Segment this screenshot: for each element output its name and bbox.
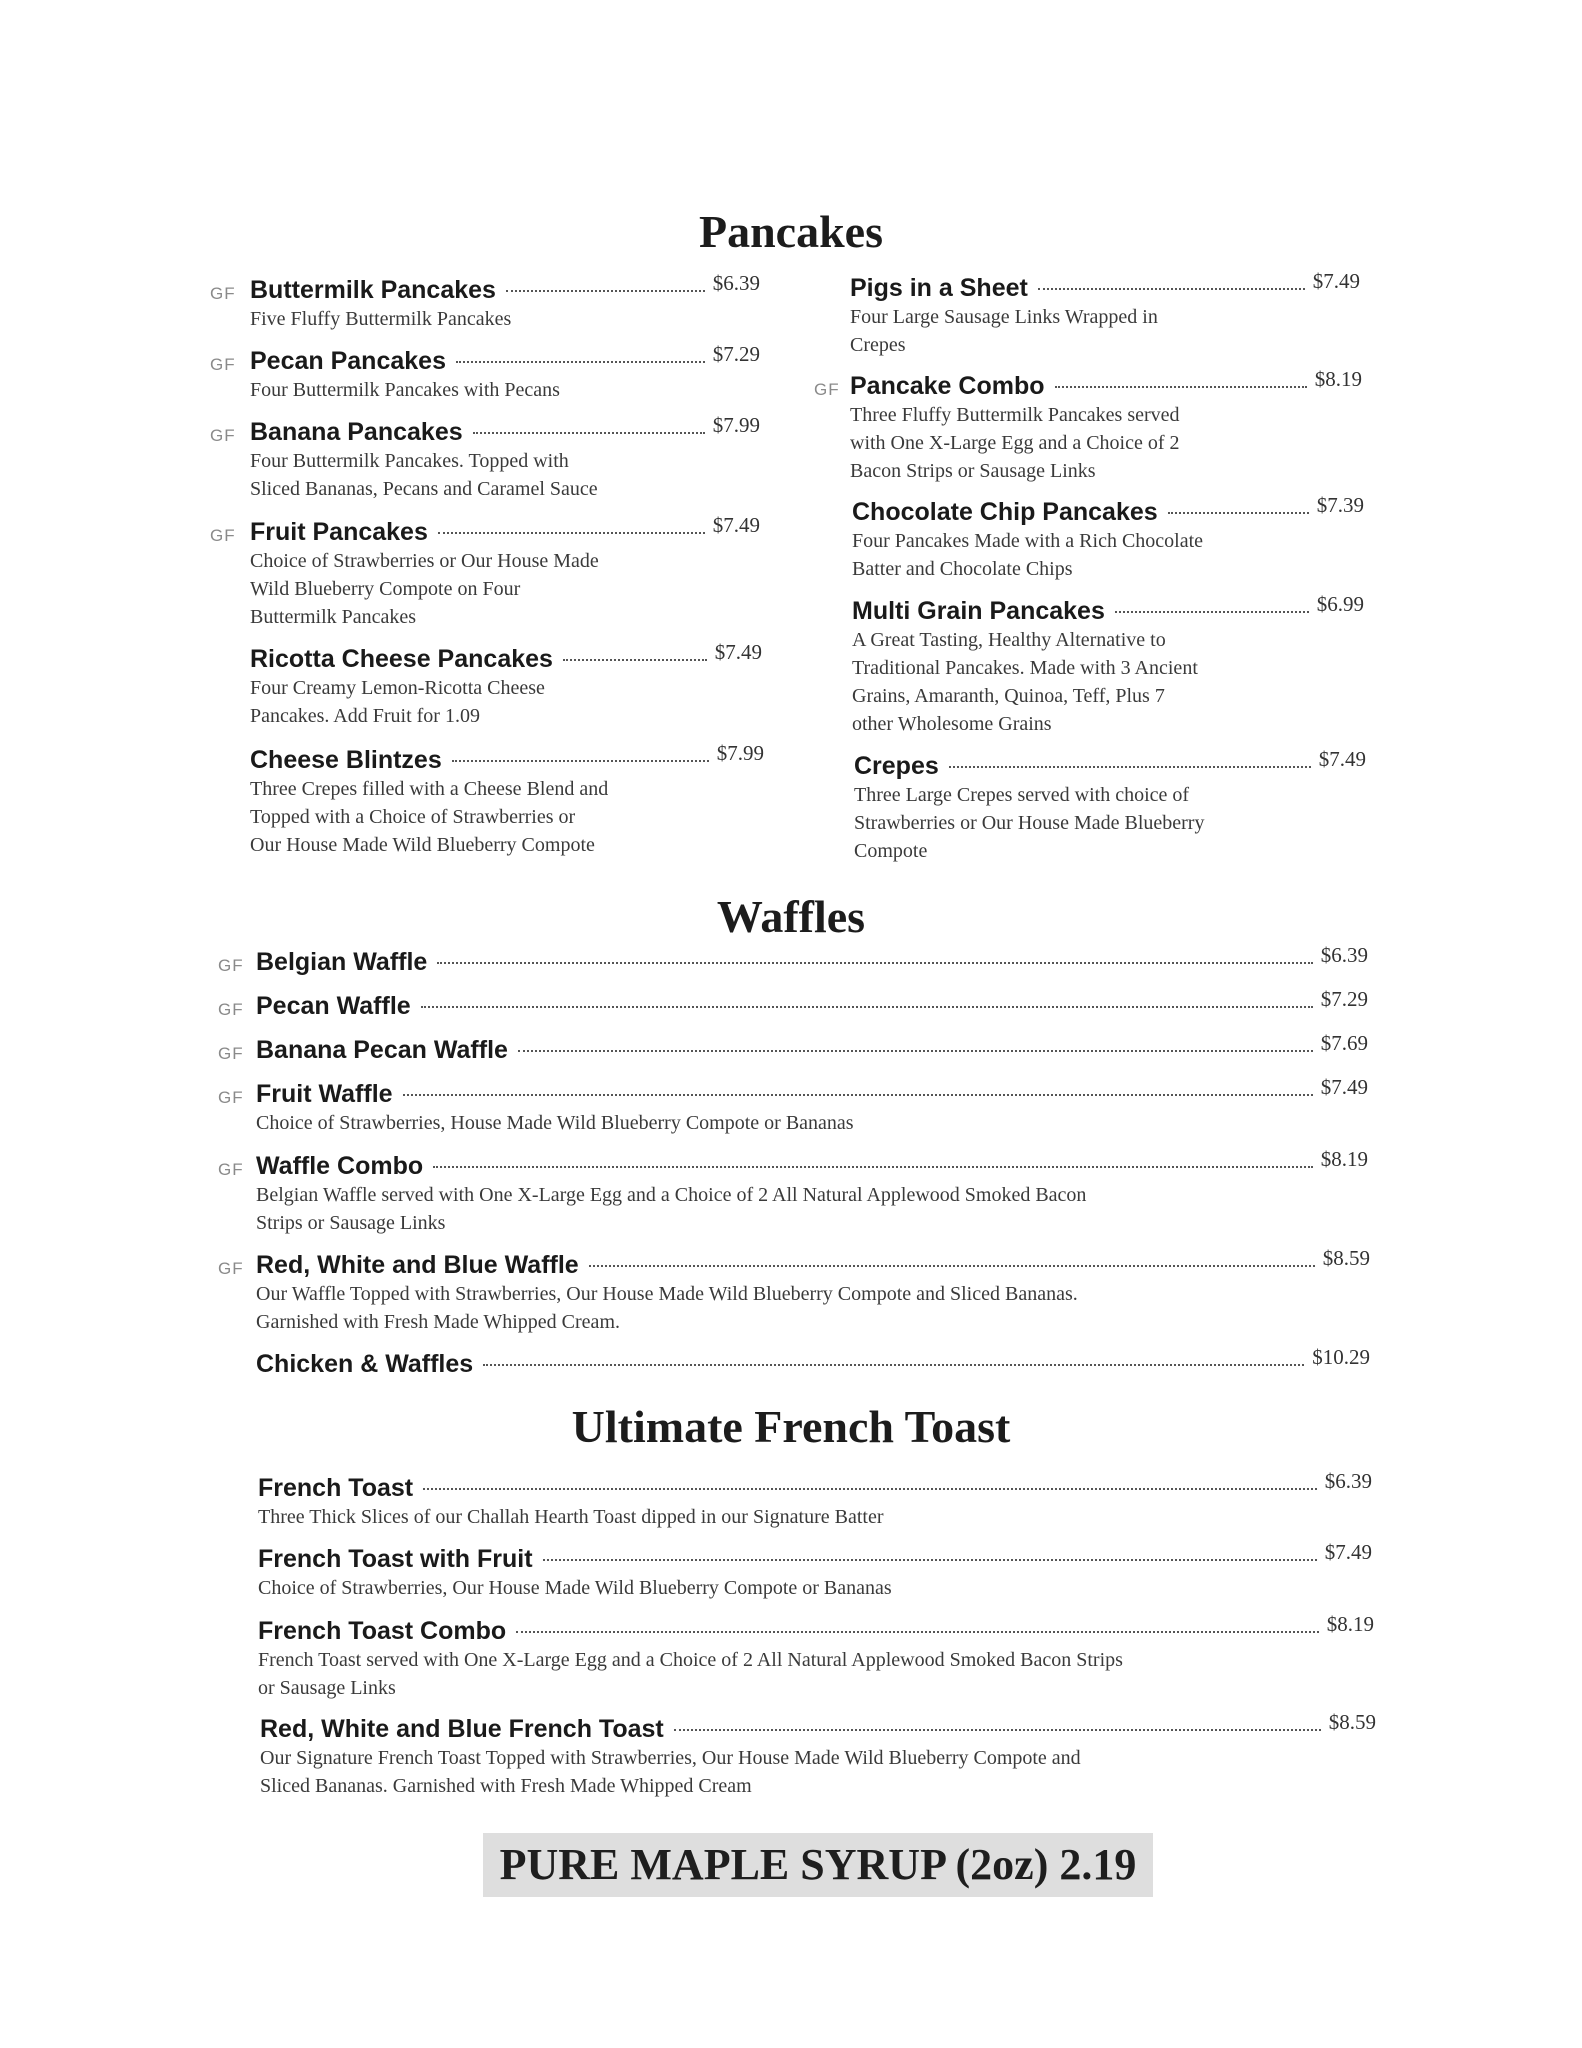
menu-item <box>854 747 1366 865</box>
dot-leader <box>563 659 707 661</box>
gluten-free-badge: GF <box>814 380 840 399</box>
item-name: Multi Grain Pancakes <box>852 597 1105 625</box>
item-desc-line: or Sausage Links <box>258 1677 396 1699</box>
menu-item <box>852 493 1364 583</box>
gluten-free-badge: GF <box>210 284 236 303</box>
item-price: $7.49 <box>1312 269 1360 293</box>
item-desc-line: Choice of Strawberries or Our House Made <box>250 550 599 572</box>
item-desc-line: Garnished with Fresh Made Whipped Cream. <box>256 1311 620 1333</box>
item-desc-line: Choice of Strawberries, House Made Wild Blueberry Compote or Bananas <box>256 1112 854 1134</box>
item-desc-line: Five Fluffy Buttermilk Pancakes <box>250 308 512 330</box>
item-desc-line: Sliced Bananas, Pecans and Caramel Sauce <box>250 478 598 500</box>
item-price: $7.29 <box>1320 987 1368 1011</box>
item-price: $8.19 <box>1326 1612 1374 1636</box>
item-desc-line: Grains, Amaranth, Quinoa, Teff, Plus 7 <box>852 685 1165 707</box>
item-desc-line: Three Fluffy Buttermilk Pancakes served <box>850 404 1180 426</box>
item-price: $8.59 <box>1322 1246 1370 1270</box>
menu-item <box>258 1469 1372 1531</box>
item-desc-line: Buttermilk Pancakes <box>250 606 417 628</box>
dot-leader <box>423 1488 1317 1490</box>
dot-leader <box>433 1166 1313 1168</box>
menu-item <box>210 413 760 503</box>
dot-leader <box>589 1265 1315 1267</box>
gluten-free-badge: GF <box>218 1000 244 1019</box>
item-name: Fruit Pancakes <box>250 518 428 546</box>
dot-leader <box>1168 512 1309 514</box>
item-desc-line: French Toast served with One X-Large Egg and a Choice of 2 All Natural Applewood Smoked Bacon Strips <box>258 1649 1123 1671</box>
item-price: $7.99 <box>712 413 760 437</box>
gluten-free-badge: GF <box>218 956 244 975</box>
item-desc-line: Bacon Strips or Sausage Links <box>850 460 1096 482</box>
menu-item <box>258 1612 1374 1702</box>
item-name: French Toast <box>258 1474 414 1502</box>
item-name: Cheese Blintzes <box>250 746 442 774</box>
item-name: Chicken & Waffles <box>256 1350 474 1378</box>
menu-item <box>260 1710 1376 1800</box>
dot-leader <box>516 1631 1319 1633</box>
item-desc-line: Our House Made Wild Blueberry Compote <box>250 834 595 856</box>
item-desc-line: Our Waffle Topped with Strawberries, Our House Made Wild Blueberry Compote and Sliced Bananas. <box>256 1283 1078 1305</box>
dot-leader <box>1115 611 1309 613</box>
dot-leader <box>456 361 705 363</box>
item-price: $7.49 <box>1318 747 1366 771</box>
item-desc-line: with One X-Large Egg and a Choice of 2 <box>850 432 1180 454</box>
item-price: $7.69 <box>1320 1031 1368 1055</box>
item-name: French Toast Combo <box>258 1617 507 1645</box>
item-desc-line: Batter and Chocolate Chips <box>852 558 1073 580</box>
item-desc-line: Our Signature French Toast Topped with Strawberries, Our House Made Wild Blueberry Compote and <box>260 1747 1081 1769</box>
item-desc-line: Strips or Sausage Links <box>256 1212 446 1234</box>
item-name: Buttermilk Pancakes <box>250 276 496 304</box>
menu-item <box>218 943 1368 977</box>
item-desc-line: Three Crepes filled with a Cheese Blend and <box>250 778 609 800</box>
item-price: $7.39 <box>1316 493 1364 517</box>
item-name: Fruit Waffle <box>256 1080 393 1108</box>
item-desc-line: other Wholesome Grains <box>852 713 1052 735</box>
gluten-free-badge: GF <box>210 426 236 445</box>
item-desc-line: Crepes <box>850 334 906 356</box>
item-desc-line: Pancakes. Add Fruit for 1.09 <box>250 705 480 727</box>
item-price: $7.29 <box>712 342 760 366</box>
menu-item <box>210 513 760 631</box>
item-desc-line: Topped with a Choice of Strawberries or <box>250 806 576 828</box>
menu-item <box>258 1540 1372 1602</box>
menu-item <box>218 987 1368 1021</box>
dot-leader <box>506 290 705 292</box>
item-desc-line: Compote <box>854 840 928 862</box>
item-name: Belgian Waffle <box>256 948 428 976</box>
item-desc-line: Three Thick Slices of our Challah Hearth Toast dipped in our Signature Batter <box>258 1506 884 1528</box>
item-name: Crepes <box>854 752 939 780</box>
menu-item <box>210 271 760 333</box>
item-desc-line: Four Large Sausage Links Wrapped in <box>850 306 1158 328</box>
gluten-free-badge: GF <box>210 355 236 374</box>
dot-leader <box>438 532 705 534</box>
dot-leader <box>421 1006 1313 1008</box>
item-desc-line: Belgian Waffle served with One X-Large Egg and a Choice of 2 All Natural Applewood Smoked Bacon <box>256 1184 1087 1206</box>
item-desc-line: Sliced Bananas. Garnished with Fresh Made Whipped Cream <box>260 1775 752 1797</box>
menu-item <box>218 1246 1370 1336</box>
item-price: $10.29 <box>1312 1345 1370 1369</box>
item-price: $7.49 <box>714 640 762 664</box>
item-price: $6.39 <box>1324 1469 1372 1493</box>
item-desc-line: Four Buttermilk Pancakes with Pecans <box>250 379 560 401</box>
waffles-title: Waffles <box>716 891 866 942</box>
item-price: $7.49 <box>712 513 760 537</box>
item-desc-line: Wild Blueberry Compote on Four <box>250 578 521 600</box>
menu-item <box>218 1147 1368 1237</box>
menu-item <box>218 1075 1368 1137</box>
item-desc-line: Three Large Crepes served with choice of <box>854 784 1190 806</box>
item-name: Chocolate Chip Pancakes <box>852 498 1158 526</box>
item-desc-line: Choice of Strawberries, Our House Made Wild Blueberry Compote or Bananas <box>258 1577 892 1599</box>
gluten-free-badge: GF <box>218 1160 244 1179</box>
dot-leader <box>1038 288 1305 290</box>
item-price: $6.39 <box>712 271 760 295</box>
dot-leader <box>543 1559 1317 1561</box>
item-price: $7.49 <box>1320 1075 1368 1099</box>
dot-leader <box>483 1364 1304 1366</box>
item-desc-line: A Great Tasting, Healthy Alternative to <box>852 629 1166 651</box>
dot-leader <box>674 1729 1321 1731</box>
item-price: $8.19 <box>1314 367 1362 391</box>
item-name: Pigs in a Sheet <box>850 274 1028 302</box>
item-desc-line: Four Pancakes Made with a Rich Chocolate <box>852 530 1204 552</box>
maple-syrup-banner: PURE MAPLE SYRUP (2oz) 2.19 <box>483 1833 1153 1897</box>
item-price: $6.39 <box>1320 943 1368 967</box>
menu-item <box>256 1345 1370 1379</box>
item-name: French Toast with Fruit <box>258 1545 533 1573</box>
item-name: Banana Pecan Waffle <box>256 1036 508 1064</box>
menu-item <box>814 367 1362 485</box>
dot-leader <box>518 1050 1313 1052</box>
french-toast-title: Ultimate French Toast <box>571 1401 1011 1452</box>
item-price: $8.19 <box>1320 1147 1368 1171</box>
dot-leader <box>437 962 1312 964</box>
item-name: Red, White and Blue French Toast <box>260 1715 664 1743</box>
gluten-free-badge: GF <box>218 1044 244 1063</box>
dot-leader <box>452 760 709 762</box>
gluten-free-badge: GF <box>218 1088 244 1107</box>
item-name: Ricotta Cheese Pancakes <box>250 645 553 673</box>
item-desc-line: Four Buttermilk Pancakes. Topped with <box>250 450 569 472</box>
item-name: Pancake Combo <box>850 372 1045 400</box>
dot-leader <box>473 432 705 434</box>
item-name: Pecan Pancakes <box>250 347 446 375</box>
item-desc-line: Traditional Pancakes. Made with 3 Ancient <box>852 657 1198 679</box>
dot-leader <box>403 1094 1313 1096</box>
menu-item <box>852 592 1364 738</box>
item-price: $7.49 <box>1324 1540 1372 1564</box>
item-name: Waffle Combo <box>256 1152 424 1180</box>
item-name: Banana Pancakes <box>250 418 463 446</box>
menu-item <box>250 640 762 730</box>
menu-item <box>218 1031 1368 1065</box>
item-price: $7.99 <box>716 741 764 765</box>
item-desc-line: Four Creamy Lemon-Ricotta Cheese <box>250 677 545 699</box>
dot-leader <box>949 766 1311 768</box>
item-desc-line: Strawberries or Our House Made Blueberry <box>854 812 1205 834</box>
item-name: Red, White and Blue Waffle <box>256 1251 579 1279</box>
menu-item <box>210 342 760 404</box>
gluten-free-badge: GF <box>218 1259 244 1278</box>
item-name: Pecan Waffle <box>256 992 411 1020</box>
pancakes-title: Pancakes <box>699 206 883 257</box>
item-price: $8.59 <box>1328 1710 1376 1734</box>
dot-leader <box>1055 386 1307 388</box>
gluten-free-badge: GF <box>210 526 236 545</box>
menu-item <box>250 741 764 859</box>
menu-item <box>850 269 1360 359</box>
item-price: $6.99 <box>1316 592 1364 616</box>
